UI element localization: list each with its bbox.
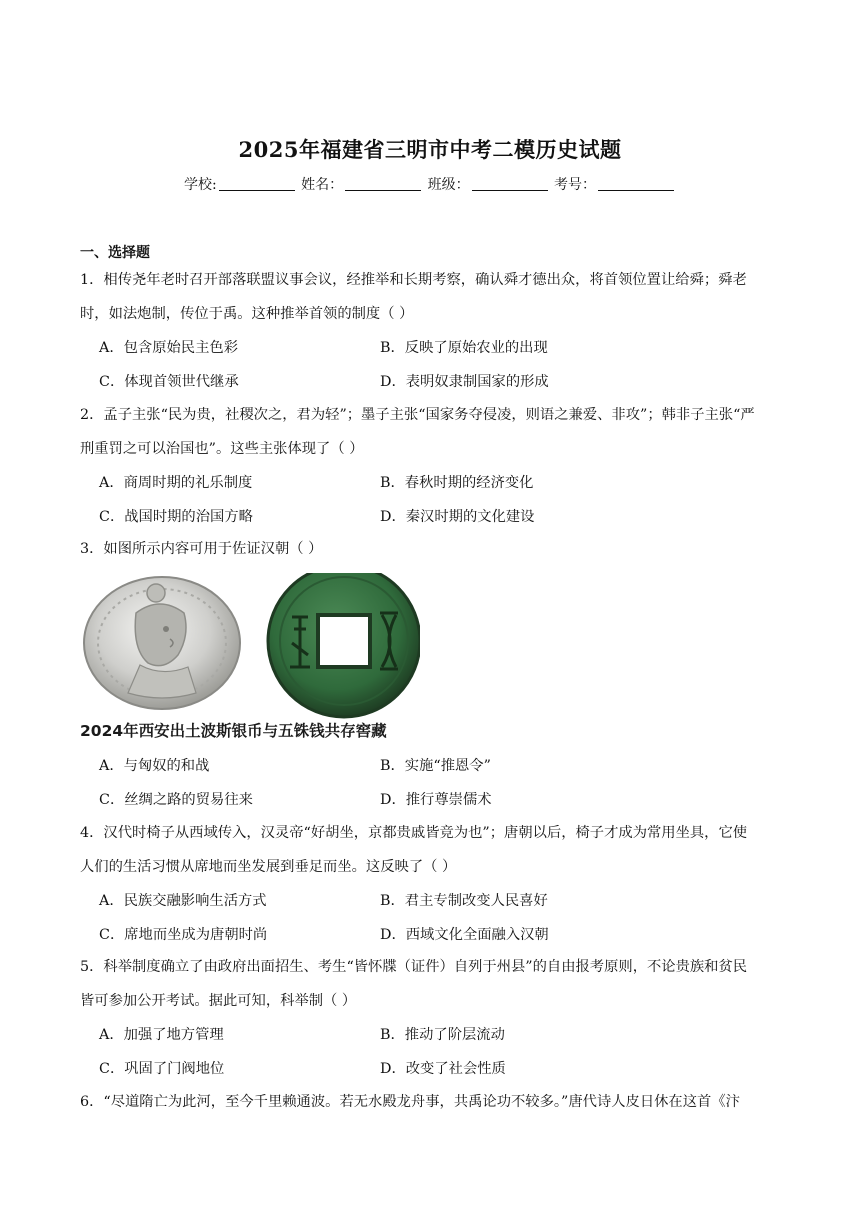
stem-line: 刑重罚之可以治国也”。这些主张体现了（ ） — [80, 440, 364, 457]
question-1-stem — [80, 264, 782, 331]
question-4-stem — [80, 817, 782, 884]
stem-line: 2．孟子主张“民为贵，社稷次之，君为轻”；墨子主张“国家务夺侵凌，则语之兼爱、非攻”；韩非子主张“严 — [80, 407, 755, 423]
name-label: 姓名： — [301, 177, 344, 193]
stem-line: 4．汉代时椅子从西域传入，汉灵帝“好胡坐，京都贵戚皆竞为也”；唐朝以后，椅子才成为常用坐具，它使 — [80, 825, 748, 841]
school-blank — [219, 176, 295, 191]
q5-option-c: C．巩固了门阀地位 — [99, 1061, 225, 1077]
stem-line: 时，如法炮制，传位于禹。这种推举首领的制度（ ） — [80, 305, 414, 322]
figure-caption: 2024年西安出土波斯银币与五铢钱共存窖藏 — [80, 722, 387, 740]
q4-option-a: A．民族交融影响生活方式 — [99, 893, 267, 909]
student-info-line — [0, 174, 860, 194]
exam-number-blank — [598, 176, 674, 191]
q2-option-b: B．春秋时期的经济变化 — [380, 475, 534, 491]
q1-option-d: D．表明奴隶制国家的形成 — [380, 374, 549, 390]
persian-silver-coin — [84, 577, 240, 709]
q4-option-c: C．席地而坐成为唐朝时尚 — [99, 927, 268, 943]
q5-option-d: D．改变了社会性质 — [380, 1061, 506, 1077]
wuzhu-bronze-coin — [268, 573, 420, 717]
q5-option-a: A．加强了地方管理 — [99, 1027, 224, 1043]
class-label: 班级： — [427, 177, 470, 193]
q4-option-b: B．君主专制改变人民喜好 — [380, 893, 548, 909]
exam-number-label: 考号： — [554, 177, 597, 193]
question-3-stem — [80, 533, 782, 567]
q1-option-c: C．体现首领世代继承 — [99, 374, 239, 390]
question-6-stem — [80, 1086, 782, 1120]
section-heading: 一、选择题 — [80, 245, 150, 261]
stem-line: 5．科举制度确立了由政府出面招生、考生“皆怀牒（证件）自列于州县”的自由报考原则，不论贵族和贫民 — [80, 959, 748, 975]
question-5-stem — [80, 951, 782, 1018]
exam-title: 2025年福建省三明市中考二模历史试题 — [238, 137, 622, 162]
q3-option-a: A．与匈奴的和战 — [99, 758, 210, 774]
q3-option-c: C．丝绸之路的贸易往来 — [99, 792, 253, 808]
q4-option-d: D．西域文化全面融入汉朝 — [380, 927, 549, 943]
stem-line: 皆可参加公开考试。据此可知，科举制（ ） — [80, 992, 357, 1009]
stem-line: 1．相传尧年老时召开部落联盟议事会议，经推举和长期考察，确认舜才德出众，将首领位置让给舜；舜老 — [80, 272, 747, 288]
class-blank — [472, 176, 548, 191]
q3-option-d: D．推行尊崇儒术 — [380, 792, 492, 808]
q2-option-d: D．秦汉时期的文化建设 — [380, 509, 535, 525]
q1-option-b: B．反映了原始农业的出现 — [380, 340, 548, 356]
stem-line: 6．“尽道隋亡为此河，至今千里赖通波。若无水殿龙舟事，共禹论功不较多。”唐代诗人皮日休在这首《汴 — [80, 1094, 740, 1110]
q3-option-b: B．实施“推恩令” — [380, 758, 491, 774]
coins-figure — [80, 573, 420, 741]
q1-option-a: A．包含原始民主色彩 — [99, 340, 238, 356]
school-label: 学校: — [183, 177, 217, 193]
q2-option-c: C．战国时期的治国方略 — [99, 509, 253, 525]
stem-line: 3．如图所示内容可用于佐证汉朝（ ） — [80, 541, 323, 557]
q5-option-b: B．推动了阶层流动 — [380, 1027, 505, 1043]
stem-line: 人们的生活习惯从席地而坐发展到垂足而坐。这反映了（ ） — [80, 858, 457, 875]
name-blank — [345, 176, 421, 191]
question-2-stem — [80, 399, 782, 466]
q2-option-a: A．商周时期的礼乐制度 — [99, 475, 253, 491]
